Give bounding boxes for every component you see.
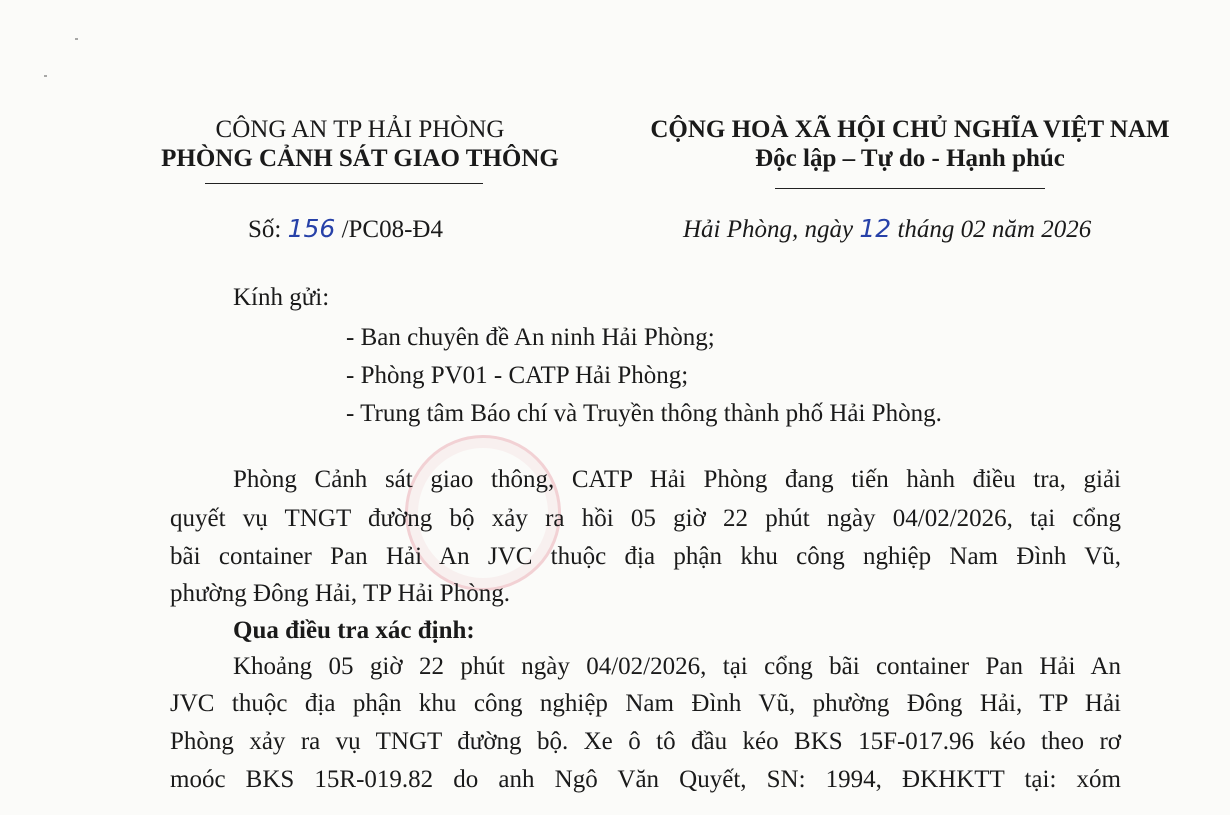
doc-number-handwritten: 156 xyxy=(287,214,336,243)
right-header-rule xyxy=(775,188,1045,189)
date-prefix: Hải Phòng, ngày xyxy=(683,216,860,243)
section-heading: Qua điều tra xác định: xyxy=(233,617,475,644)
body-line: Phòng Cảnh sát giao thông, CATP Hải Phòng đang tiến hành điều tra, giải xyxy=(233,466,1121,493)
body-line: JVC thuộc địa phận khu công nghiệp Nam Đình Vũ, phường Đông Hải, TP Hải xyxy=(170,690,1121,717)
body-line: Khoảng 05 giờ 22 phút ngày 04/02/2026, tại cổng bãi container Pan Hải An xyxy=(233,653,1121,680)
scan-speck xyxy=(44,75,47,77)
date-suffix: tháng 02 năm 2026 xyxy=(891,216,1092,243)
body-line: Phòng xảy ra vụ TNGT đường bộ. Xe ô tô đầu kéo BKS 15F-017.96 kéo theo rơ xyxy=(170,728,1121,755)
document-date xyxy=(683,214,1091,244)
recipient-item: - Trung tâm Báo chí và Truyền thông thành phố Hải Phòng. xyxy=(346,400,942,427)
doc-number-suffix: /PC08-Đ4 xyxy=(335,216,443,243)
recipients-label: Kính gửi: xyxy=(233,284,330,311)
recipient-item: - Ban chuyên đề An ninh Hải Phòng; xyxy=(346,324,715,351)
body-line: moóc BKS 15R-019.82 do anh Ngô Văn Quyết, SN: 1994, ĐKHKTT tại: xóm xyxy=(170,766,1121,793)
national-title: CỘNG HOÀ XÃ HỘI CHỦ NGHĨA VIỆT NAM xyxy=(650,116,1170,143)
scan-speck xyxy=(75,38,78,40)
date-handwritten-day: 12 xyxy=(859,214,892,243)
left-header-rule xyxy=(205,183,483,184)
national-motto: Độc lập – Tự do - Hạnh phúc xyxy=(755,145,1065,172)
document-number xyxy=(248,214,443,244)
body-line: phường Đông Hải, TP Hải Phòng. xyxy=(170,580,510,607)
doc-number-prefix: Số: xyxy=(248,216,288,243)
recipient-item: - Phòng PV01 - CATP Hải Phòng; xyxy=(346,362,689,389)
issuing-authority: CÔNG AN TP HẢI PHÒNG xyxy=(215,116,505,143)
issuing-department: PHÒNG CẢNH SÁT GIAO THÔNG xyxy=(161,145,559,172)
body-line: bãi container Pan Hải An JVC thuộc địa phận khu công nghiệp Nam Đình Vũ, xyxy=(170,543,1121,570)
body-line: quyết vụ TNGT đường bộ xảy ra hồi 05 giờ 22 phút ngày 04/02/2026, tại cổng xyxy=(170,505,1121,532)
